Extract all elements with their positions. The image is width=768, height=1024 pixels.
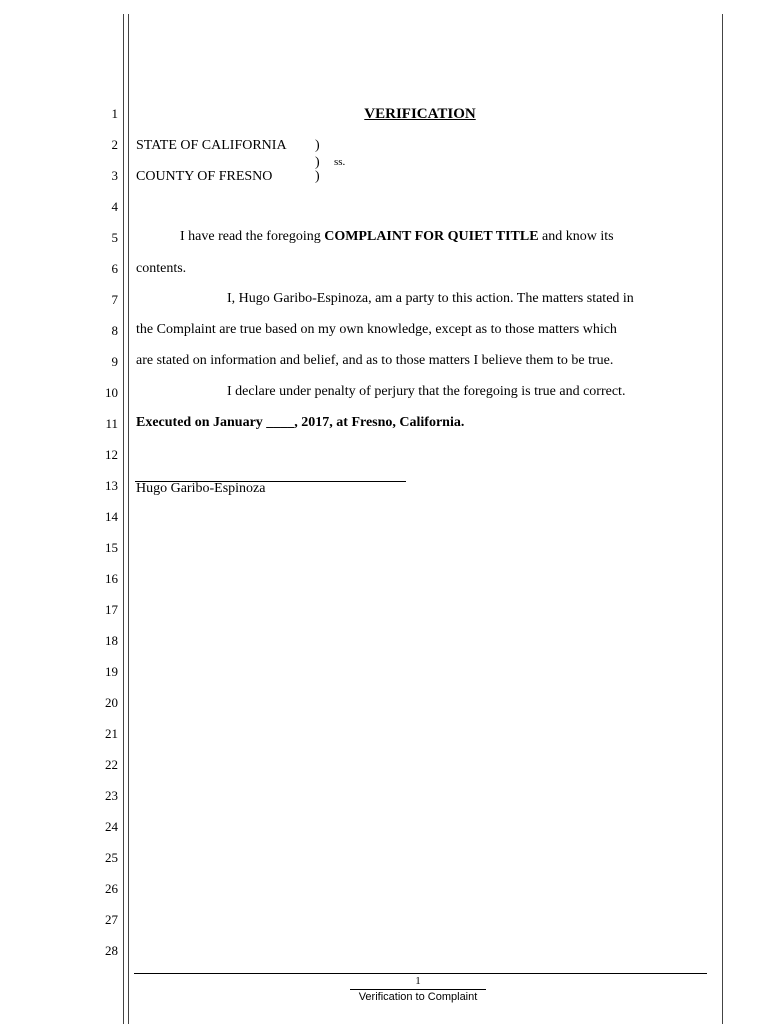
- complaint-title: COMPLAINT FOR QUIET TITLE: [324, 229, 539, 244]
- caption-ss: ss.: [334, 156, 346, 168]
- caption-county: COUNTY OF FRESNO: [136, 169, 273, 184]
- line-number: 26: [105, 881, 118, 896]
- line-number: 27: [105, 912, 118, 927]
- signature-name: Hugo Garibo-Espinoza: [136, 481, 266, 496]
- line-number: 24: [105, 819, 118, 834]
- line-number: 10: [105, 385, 118, 400]
- document-title: VERIFICATION: [364, 106, 476, 122]
- line-number: 7: [111, 292, 118, 307]
- line-number: 8: [111, 323, 118, 338]
- line-number: 15: [105, 540, 118, 555]
- line-number: 6: [111, 261, 118, 276]
- caption-state: STATE OF CALIFORNIA: [136, 138, 287, 153]
- paragraph-1-line-1: [180, 228, 614, 246]
- paragraph-2-line-2: the Complaint are true based on my own knowledge, except as to those matters which: [136, 322, 617, 337]
- line-number: 28: [105, 943, 118, 958]
- footer-rule: [134, 973, 707, 974]
- line-number: 13: [105, 478, 118, 493]
- executed-line: Executed on January ____, 2017, at Fresno, California.: [136, 415, 465, 430]
- paragraph-1-line-2: contents.: [136, 261, 187, 276]
- line-number: 16: [105, 571, 118, 586]
- line-number: 23: [105, 788, 118, 803]
- caption-paren-mid: ): [315, 155, 320, 170]
- paragraph-2-line-1: I, Hugo Garibo-Espinoza, am a party to this action. The matters stated in: [227, 291, 634, 306]
- footer-document-title: Verification to Complaint: [358, 991, 478, 1003]
- line-number: 5: [111, 230, 118, 245]
- line-number: 4: [111, 199, 118, 214]
- paragraph-1-text-end: and know its: [538, 229, 614, 244]
- footer-page-number: 1: [415, 975, 421, 987]
- line-number: 19: [105, 664, 118, 679]
- line-number: 21: [105, 726, 118, 741]
- line-number: 20: [105, 695, 118, 710]
- line-number: 17: [105, 602, 118, 617]
- line-number: 12: [105, 447, 118, 462]
- line-number: 25: [105, 850, 118, 865]
- line-number: 22: [105, 757, 118, 772]
- paragraph-2-line-3: are stated on information and belief, and as to those matters I believe them to be true.: [136, 353, 614, 368]
- footer-title-rule: [350, 989, 486, 990]
- line-number: 18: [105, 633, 118, 648]
- line-number: 9: [111, 354, 118, 369]
- line-number: 3: [111, 168, 118, 183]
- left-margin-rule-inner: [128, 14, 129, 1024]
- line-number: 14: [105, 509, 118, 524]
- line-number: 1: [111, 106, 118, 121]
- line-number: 11: [105, 416, 118, 431]
- caption-paren-state: ): [315, 138, 320, 153]
- paragraph-3-line-1: I declare under penalty of perjury that the foregoing is true and correct.: [227, 384, 626, 399]
- line-number: 2: [111, 137, 118, 152]
- caption-paren-county: ): [315, 169, 320, 184]
- paragraph-1-text: I have read the foregoing: [180, 229, 325, 244]
- right-margin-rule: [722, 14, 723, 1024]
- left-margin-rule-outer: [123, 14, 124, 1024]
